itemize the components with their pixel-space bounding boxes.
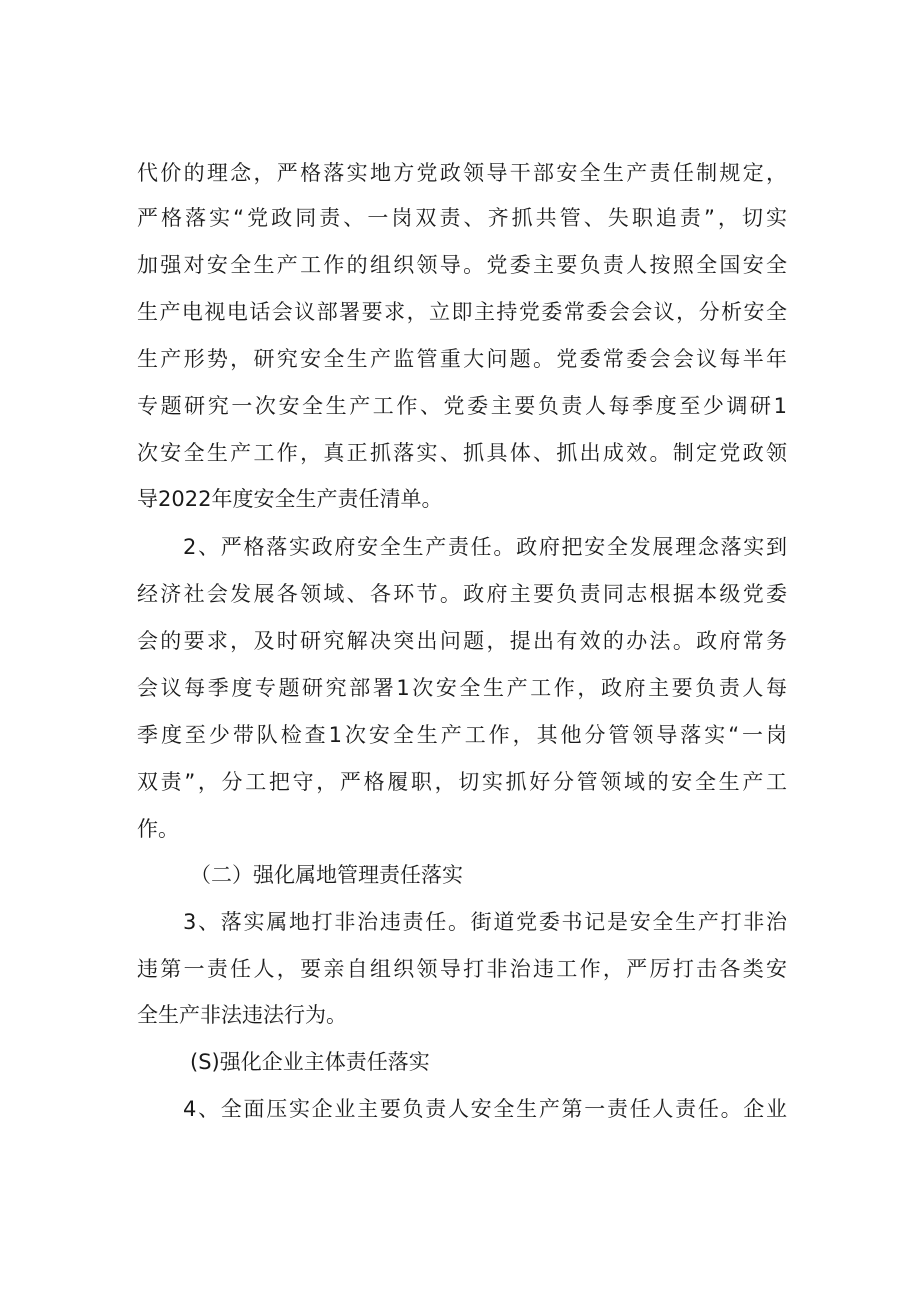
section-heading: (S)强化企业主体责任落实 <box>190 1050 430 1074</box>
paragraph-first-line: 2、严格落实政府安全生产责任。政府把安全发展理念落实到 <box>183 535 787 559</box>
paragraph-line: 违第一责任人，要亲自组织领导打非治违工作，严厉打击各类安 <box>137 957 787 981</box>
paragraph-line: 季度至少带队检查1次安全生产工作，其他分管领导落实“一岗 <box>137 723 787 747</box>
paragraph-first-line: 3、落实属地打非治违责任。街道党委书记是安全生产打非治 <box>183 910 787 934</box>
paragraph-line: 专题研究一次安全生产工作、党委主要负责人每季度至少调研1 <box>137 394 787 418</box>
paragraph-line: 全生产非法违法行为。 <box>137 1003 347 1027</box>
paragraph-first-line: 4、全面压实企业主要负责人安全生产第一责任人责任。企业 <box>183 1097 787 1121</box>
paragraph-line: 会议每季度专题研究部署1次安全生产工作，政府主要负责人每 <box>137 676 787 700</box>
section-heading: （二）强化属地管理责任落实 <box>190 863 463 887</box>
paragraph-line: 严格落实“党政同责、一岗双责、齐抓共管、失职追责”，切实 <box>137 206 787 230</box>
paragraph-line: 生产电视电话会议部署要求，立即主持党委常委会会议，分析安全 <box>137 300 787 324</box>
paragraph-line: 会的要求，及时研究解决突出问题，提出有效的办法。政府常务 <box>137 629 787 653</box>
paragraph-line: 双责”，分工把守，严格履职，切实抓好分管领域的安全生产工 <box>137 770 787 794</box>
paragraph-line: 代价的理念，严格落实地方党政领导干部安全生产责任制规定， <box>137 161 787 185</box>
paragraph-line: 经济社会发展各领域、各环节。政府主要负责同志根据本级党委 <box>137 582 787 606</box>
paragraph-line: 次安全生产工作，真正抓落实、抓具体、抓出成效。制定党政领 <box>137 441 787 465</box>
paragraph-line: 加强对安全生产工作的组织领导。党委主要负责人按照全国安全 <box>137 253 787 277</box>
paragraph-line: 作。 <box>137 817 179 841</box>
paragraph-line: 生产形势，研究安全生产监管重大问题。党委常委会会议每半年 <box>137 347 787 371</box>
paragraph-line: 导2022年度安全生产责任清单。 <box>137 487 443 511</box>
